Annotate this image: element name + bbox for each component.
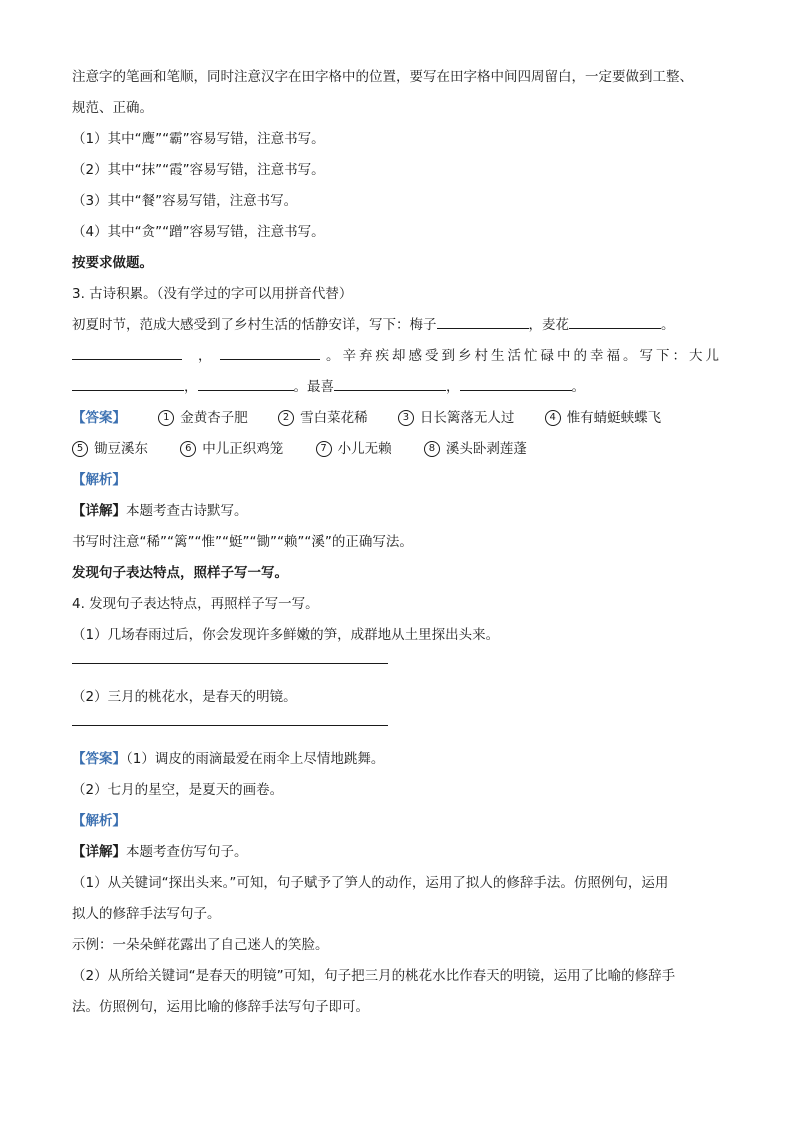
q3-answer-row-1 xyxy=(72,403,722,434)
q4-detail-2-line-1: （2）从所给关键词“是春天的明镜”可知，句子把三月的桃花水比作春天的明镜，运用了比喻的修辞手 xyxy=(72,968,676,984)
answer-text: 雪白菜花稀 xyxy=(300,410,368,426)
q3-answer-row-2 xyxy=(72,434,722,465)
q4-title: 4. 发现句子表达特点，再照样子写一写。 xyxy=(72,596,319,612)
fill-blank[interactable] xyxy=(220,345,320,360)
q3-detail-2: 书写时注意“稀”“篱”“惟”“蜓”“锄”“赖”“溪”的正确写法。 xyxy=(72,534,413,550)
answer-item xyxy=(158,403,248,434)
document-page xyxy=(72,62,722,1023)
fill-blank[interactable] xyxy=(460,376,572,391)
q3-text: 初夏时节，范成大感受到了乡村生活的恬静安详，写下：梅子 xyxy=(72,317,437,333)
analysis-tag: 【解析】 xyxy=(72,813,126,829)
circled-number: 6 xyxy=(180,441,196,457)
fill-blank[interactable] xyxy=(72,345,182,360)
q3-analysis xyxy=(72,465,722,496)
q4-detail-1-line-2: 拟人的修辞手法写句子。 xyxy=(72,906,221,922)
q3-text: ， xyxy=(446,379,460,395)
fill-blank[interactable] xyxy=(437,314,529,329)
circled-number: 1 xyxy=(158,410,174,426)
circled-number: 3 xyxy=(398,410,414,426)
answer-text: 日长篱落无人过 xyxy=(419,410,515,426)
answer-text: 溪头卧剥莲蓬 xyxy=(445,441,527,457)
answer-item xyxy=(278,403,368,434)
note-4: （4）其中“贪”“蹭”容易写错，注意书写。 xyxy=(72,224,325,240)
answer-writing-line[interactable] xyxy=(72,725,388,726)
q3-line-1 xyxy=(72,310,722,341)
answer-tag: 【答案】 xyxy=(72,410,126,426)
answer-text: 锄豆溪东 xyxy=(94,441,148,457)
answer-item xyxy=(545,403,662,434)
q3-line-2 xyxy=(72,341,722,372)
detail-tag: 【详解】 xyxy=(72,844,126,860)
q3-text: ，麦花 xyxy=(528,317,569,333)
analysis-tag: 【解析】 xyxy=(72,472,126,488)
q3-text: 。 xyxy=(661,317,675,333)
q3-text: ， xyxy=(198,348,212,364)
circled-number: 5 xyxy=(72,441,88,457)
q4-example: 示例：一朵朵鲜花露出了自己迷人的笑脸。 xyxy=(72,937,329,953)
answer-text: 小儿无赖 xyxy=(337,441,392,457)
q4-detail xyxy=(72,837,722,868)
q4-detail-2-line-2: 法。仿照例句，运用比喻的修辞手法写句子即可。 xyxy=(72,999,369,1015)
fill-blank[interactable] xyxy=(198,376,294,391)
q3-text: ， xyxy=(184,379,198,395)
q3-title: 3. 古诗积累。（没有学过的字可以用拼音代替） xyxy=(72,286,353,302)
q3-text: 。 xyxy=(571,379,585,395)
q4-analysis xyxy=(72,806,722,837)
intro-line-2: 规范、正确。 xyxy=(72,100,153,116)
circled-number: 2 xyxy=(278,410,294,426)
answer-item xyxy=(398,403,515,434)
q3-text: 。最喜 xyxy=(293,379,334,395)
answer-item xyxy=(424,434,527,465)
detail-text: 本题考查仿写句子。 xyxy=(126,844,248,860)
detail-tag: 【详解】 xyxy=(72,503,126,519)
q3-text: 。辛弃疾却感受到乡村生活忙碌中的幸福。写下：大儿 xyxy=(326,348,722,364)
answer-item xyxy=(180,434,283,465)
fill-blank[interactable] xyxy=(334,376,446,391)
circled-number: 4 xyxy=(545,410,561,426)
answer-writing-line[interactable] xyxy=(72,663,388,664)
answer-item xyxy=(316,434,392,465)
q4-answer-1 xyxy=(72,744,722,775)
answer-text: 金黄杏子肥 xyxy=(180,410,248,426)
q4-detail-1-line-1: （1）从关键词“探出头来。”可知，句子赋予了笋人的动作，运用了拟人的修辞手法。仿照例句，运用 xyxy=(72,875,669,891)
note-3: （3）其中“餐”容易写错，注意书写。 xyxy=(72,193,298,209)
fill-blank[interactable] xyxy=(569,314,661,329)
answer-text: （1）调皮的雨滴最爱在雨伞上尽情地跳舞。 xyxy=(126,751,385,767)
q3-detail xyxy=(72,496,722,527)
answer-tag: 【答案】 xyxy=(72,751,126,767)
note-2: （2）其中“抹”“霞”容易写错，注意书写。 xyxy=(72,162,325,178)
detail-text: 本题考查古诗默写。 xyxy=(126,503,248,519)
section-title-2: 发现句子表达特点，照样子写一写。 xyxy=(72,565,288,581)
circled-number: 8 xyxy=(424,441,440,457)
answer-text: 惟有蜻蜓蛱蝶飞 xyxy=(566,410,662,426)
fill-blank[interactable] xyxy=(72,376,184,391)
q4-item-2: （2）三月的桃花水，是春天的明镜。 xyxy=(72,689,297,705)
section-title-1: 按要求做题。 xyxy=(72,255,153,271)
circled-number: 7 xyxy=(316,441,332,457)
q4-answer-2: （2）七月的星空，是夏天的画卷。 xyxy=(72,782,284,798)
q4-item-1: （1）几场春雨过后，你会发现许多鲜嫩的笋，成群地从土里探出头来。 xyxy=(72,627,500,643)
note-1: （1）其中“鹰”“霸”容易写错，注意书写。 xyxy=(72,131,325,147)
answer-item xyxy=(72,434,148,465)
answer-text: 中儿正织鸡笼 xyxy=(202,441,284,457)
q3-line-3 xyxy=(72,372,722,403)
intro-line-1: 注意字的笔画和笔顺，同时注意汉字在田字格中的位置，要写在田字格中间四周留白，一定要做到工整、 xyxy=(72,69,693,85)
